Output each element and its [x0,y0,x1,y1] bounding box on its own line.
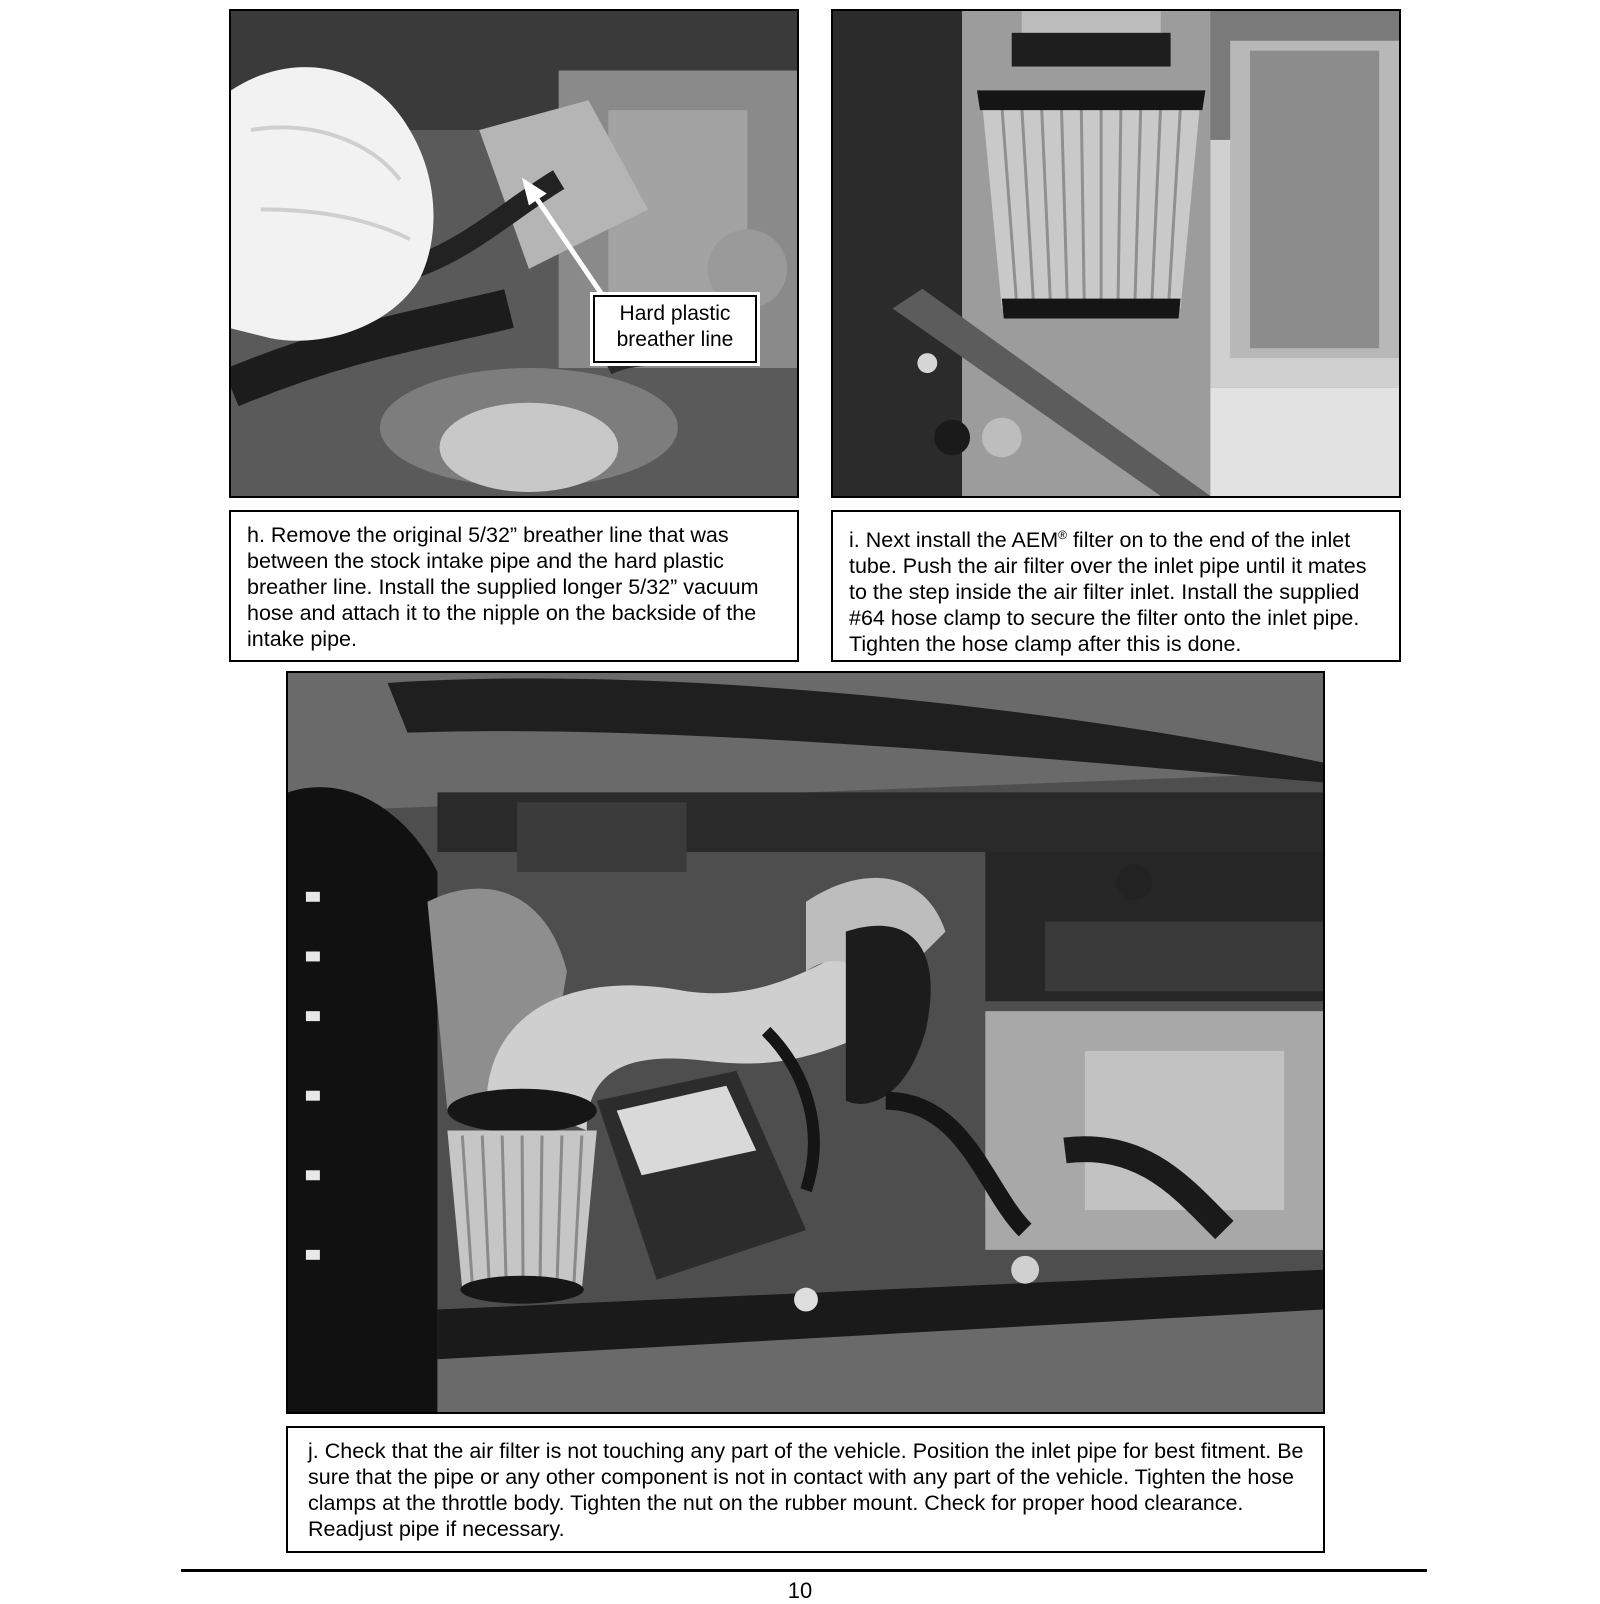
photo-i-illustration [833,11,1399,496]
photo-i-air-filter [831,9,1401,498]
caption-i-text-end: filter on to the end of the inlet tube. Push the air filter over the inlet pipe until it mates to the step inside the air filter inlet. Install the supplied #64 hose clamp to secure the filter onto the inlet pipe. Tighten the hose clamp after this is done. [849,528,1367,657]
page-number: 10 [787,1578,813,1603]
caption-j-text: j. Check that the air filter is not touching any part of the vehicle. Position the inlet pipe for best fitment. Be sure that the pipe or any other component is not in contact with any part of the vehicle. Tighten the hose clamps at the throttle body. Tighten the nut on the rubber mount. Check for proper hood clearance. Readjust pipe if necessary. [308,1439,1304,1541]
caption-i [831,510,1401,662]
photo-j-illustration [288,673,1323,1412]
photo-h-breather-line [229,9,799,498]
callout-hard-plastic-breather-line [593,295,757,363]
callout-line-1: Hard plastic [619,302,731,325]
caption-h [229,510,799,662]
photo-j-engine-bay [286,671,1325,1414]
footer-rule [181,1569,1427,1572]
caption-j [286,1426,1325,1553]
caption-h-text: h. Remove the original 5/32” breather line that was between the stock intake pipe and the hard plastic breather line. Install the supplied longer 5/32” vacuum hose and attach it to the nipple on the backside of the intake pipe. [247,523,759,651]
registered-mark: ® [1058,528,1067,542]
callout-line-2: breather line [616,328,734,351]
photo-h-illustration [231,11,797,496]
caption-i-text-start: i. Next install the AEM [849,528,1059,553]
